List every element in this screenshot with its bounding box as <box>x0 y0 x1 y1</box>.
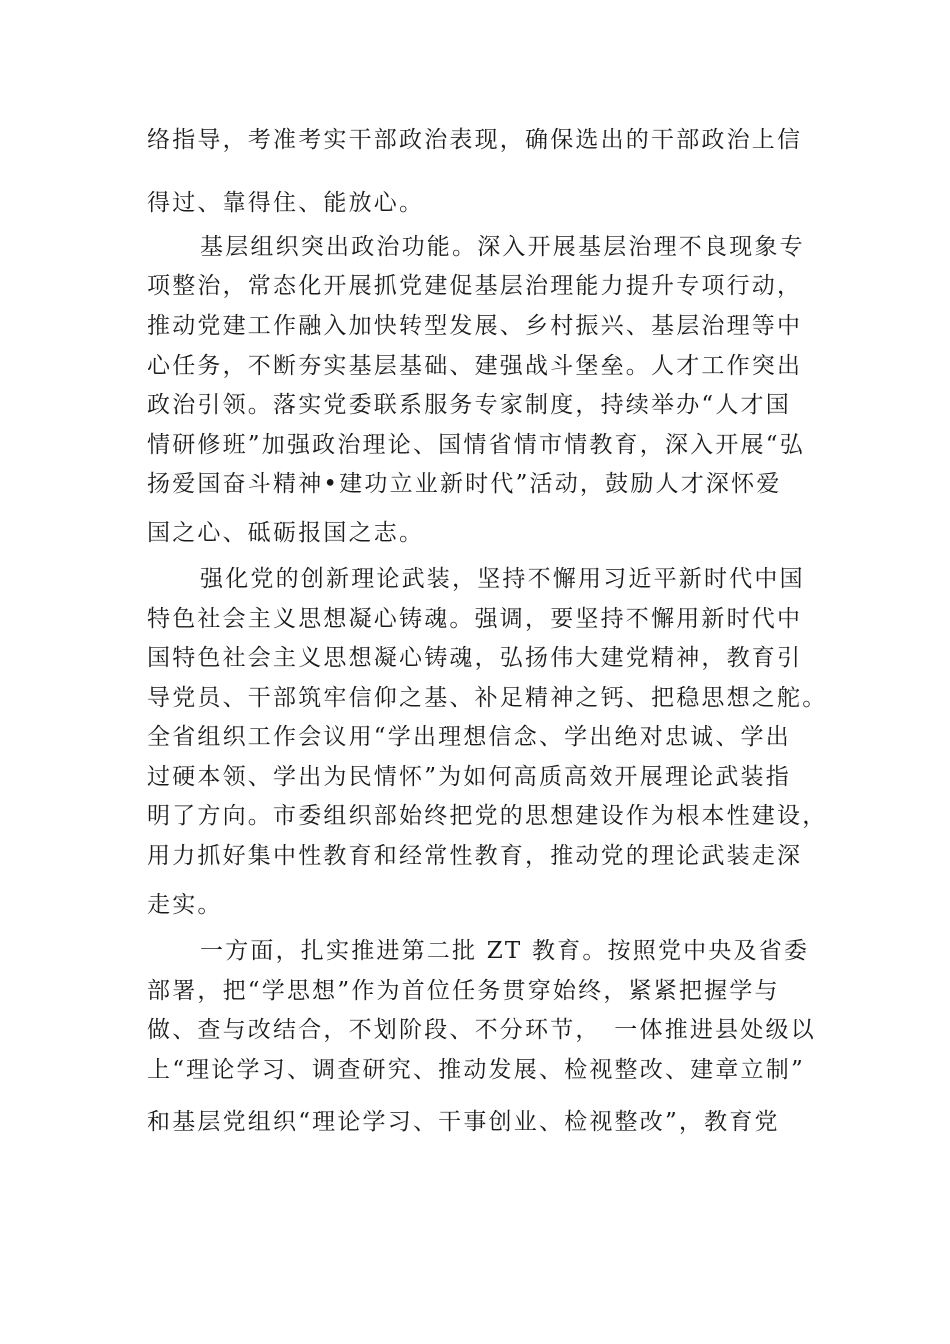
text-line: 推动党建工作融入加快转型发展、乡村振兴、基层治理等中 <box>147 313 803 339</box>
text-line: 国之心、砥砺报国之志。 <box>147 520 425 546</box>
text-line: 部署，把“学思想”作为首位任务贯穿始终，紧紧把握学与 <box>147 978 780 1004</box>
paragraph-start-line: 基层组织突出政治功能。深入开展基层治理不良现象专 <box>200 234 805 260</box>
text-line: 用力抓好集中性教育和经常性教育，推动党的理论武装走深 <box>147 843 803 869</box>
text-line: 心任务，不断夯实基层基础、建强战斗堡垒。人才工作突出 <box>147 353 803 379</box>
text-line: 得过、靠得住、能放心。 <box>147 190 425 216</box>
paragraph-start-line: 强化党的创新理论武装，坚持不懈用习近平新时代中国 <box>200 566 805 592</box>
text-line: 和基层党组织“理论学习、干事创业、检视整改”，教育党 <box>147 1109 780 1135</box>
text-line: 项整治，常态化开展抓党建促基层治理能力提升专项行动， <box>147 273 803 299</box>
paragraph-start-line: 一方面，扎实推进第二批 ZT 教育。按照党中央及省委 <box>200 938 810 964</box>
text-line: 政治引领。落实党委联系服务专家制度，持续举办“人才国 <box>147 392 791 418</box>
text-line: 导党员、干部筑牢信仰之基、补足精神之钙、把稳思想之舵。 <box>147 685 828 711</box>
text-line: 全省组织工作会议用“学出理想信念、学出绝对忠诚、学出 <box>147 724 791 750</box>
text-line: 扬爱国奋斗精神•建功立业新时代”活动，鼓励人才深怀爱 <box>147 471 782 497</box>
text-line: 过硬本领、学出为民情怀”为如何高质高效开展理论武装指 <box>147 764 791 790</box>
text-line: 上“理论学习、调查研究、推动发展、检视整改、建章立制” <box>147 1057 805 1083</box>
text-line: 情研修班”加强政治理论、国情省情市情教育，深入开展“弘 <box>147 432 805 458</box>
text-line: 国特色社会主义思想凝心铸魂，弘扬伟大建党精神，教育引 <box>147 645 803 671</box>
text-line: 络指导，考准考实干部政治表现，确保选出的干部政治上信 <box>147 127 803 153</box>
text-line: 走实。 <box>147 892 223 918</box>
text-line: 做、查与改结合，不划阶段、不分环节， 一体推进县处级以 <box>147 1017 816 1043</box>
text-line: 明了方向。市委组织部始终把党的思想建设作为根本性建设， <box>147 803 828 829</box>
text-line: 特色社会主义思想凝心铸魂。强调，要坚持不懈用新时代中 <box>147 606 803 632</box>
